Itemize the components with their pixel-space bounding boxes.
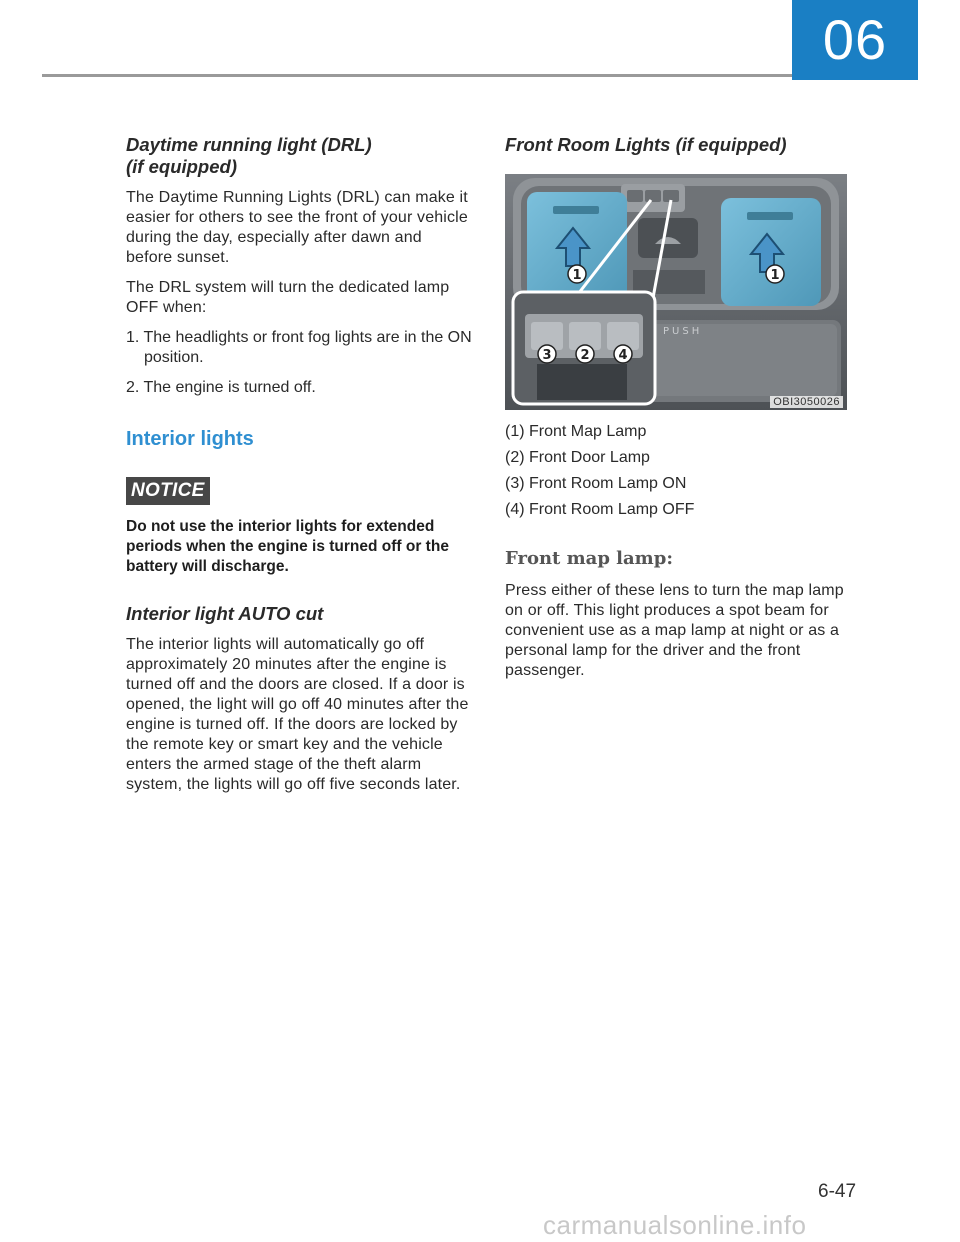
figure-code: OBI3050026 <box>770 396 843 408</box>
drl-heading-line-1: Daytime running light (DRL) <box>126 134 372 155</box>
right-column <box>505 134 851 691</box>
auto-cut-paragraph: The interior lights will automatically go off approximately 20 minutes after the engine is turned off and the doors are closed. If a door is opened, the light will go off 40 minutes after the engine is turned off. If the doors are locked by the remote key or smart key and the vehicle enters the armed stage of the theft alarm system, the lights will go off five seconds later. <box>126 636 469 793</box>
legend-item-2: (2) Front Door Lamp <box>505 449 650 466</box>
left-column <box>126 134 472 805</box>
legend-item-1: (1) Front Map Lamp <box>505 423 647 440</box>
page-number: 6-47 <box>818 1181 857 1202</box>
front-map-lamp-heading: Front map lamp: <box>505 548 673 569</box>
notice-text: Do not use the interior lights for extended periods when the engine is turned off or the battery will discharge. <box>126 518 449 575</box>
header-rule <box>42 74 792 77</box>
callout-4-label: 4 <box>618 348 628 363</box>
notice-badge: NOTICE <box>126 477 210 505</box>
chapter-tab: 06 <box>792 0 918 80</box>
front-map-lamp-paragraph: Press either of these lens to turn the map lamp on or off. This light produces a spot beam for convenient use as a map lamp at night or as a personal lamp for the driver and the front passenger. <box>505 582 844 679</box>
callout-3-label: 3 <box>542 348 552 363</box>
drl-heading <box>126 134 472 178</box>
drl-paragraph-2: The DRL system will turn the dedicated lamp OFF when: <box>126 279 450 316</box>
front-room-lights-figure <box>505 174 847 410</box>
drl-paragraph-1: The Daytime Running Lights (DRL) can make it easier for others to see the front of your vehicle during the day, especially after dawn and before sunset. <box>126 189 468 266</box>
interior-lights-title: Interior lights <box>126 428 254 450</box>
watermark: carmanualsonline.info <box>543 1210 807 1240</box>
drl-list-item-1: 1. The headlights or front fog lights are in the ON position. <box>126 329 472 366</box>
auto-cut-heading: Interior light AUTO cut <box>126 603 324 624</box>
legend-item-3: (3) Front Room Lamp ON <box>505 475 687 492</box>
microphone-grille <box>633 270 705 294</box>
callout-1-right-label: 1 <box>770 268 780 283</box>
legend-item-4: (4) Front Room Lamp OFF <box>505 501 695 518</box>
drl-list-item-2: 2. The engine is turned off. <box>126 379 316 396</box>
drl-heading-line-2: (if equipped) <box>126 156 237 177</box>
callout-2-label: 2 <box>580 348 590 363</box>
front-room-heading: Front Room Lights (if equipped) <box>505 134 787 155</box>
push-label: PUSH <box>663 326 703 337</box>
callout-1-left-label: 1 <box>572 268 582 283</box>
overhead-console-illustration <box>505 174 847 410</box>
